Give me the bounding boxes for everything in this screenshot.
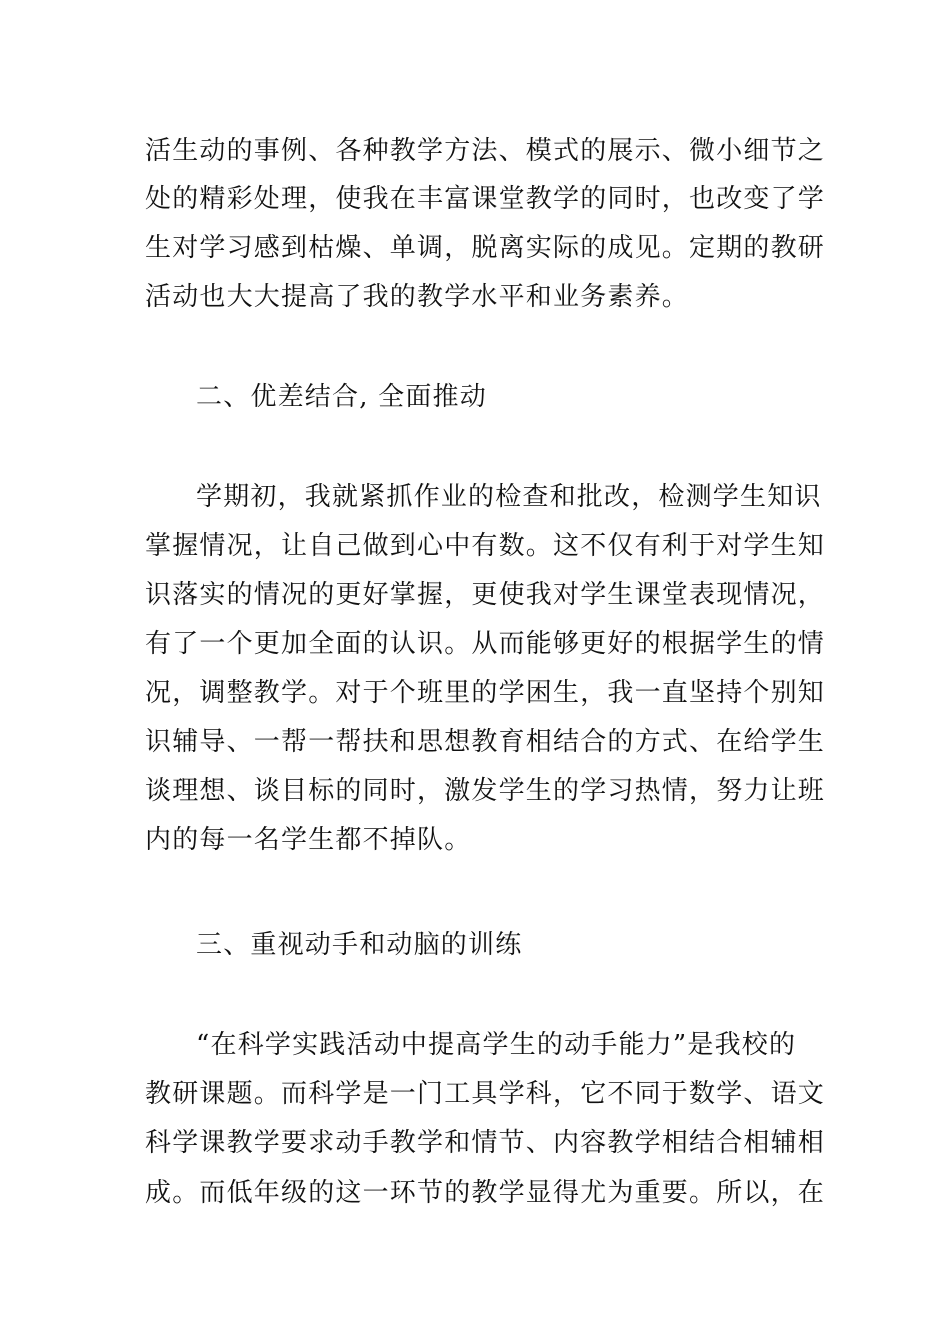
paragraph-line: “在科学实践活动中提高学生的动手能力”是我校的 xyxy=(196,1030,797,1060)
paragraph-line: 成。而低年级的这一环节的教学显得尤为重要。所以，在 xyxy=(145,1178,826,1208)
paragraph-line: 识辅导、一帮一帮扶和思想教育相结合的方式、在给学生 xyxy=(145,727,826,757)
section-heading-2: 二、优差结合, 全面推动 xyxy=(196,382,487,412)
paragraph-line: 科学课教学要求动手教学和情节、内容教学相结合相辅相 xyxy=(145,1128,826,1158)
paragraph-line: 内的每一名学生都不掉队。 xyxy=(145,825,472,855)
paragraph-line: 有了一个更加全面的认识。从而能够更好的根据学生的情 xyxy=(145,629,826,659)
paragraph-line: 处的精彩处理，使我在丰富课堂教学的同时，也改变了学 xyxy=(145,184,826,214)
section-heading-3: 三、重视动手和动脑的训练 xyxy=(196,930,523,960)
paragraph-line: 生对学习感到枯燥、单调，脱离实际的成见。定期的教研 xyxy=(145,233,826,263)
paragraph-line: 谈理想、谈目标的同时，激发学生的学习热情，努力让班 xyxy=(145,776,826,806)
paragraph-line: 识落实的情况的更好掌握，更使我对学生课堂表现情况， xyxy=(145,580,826,610)
paragraph-line: 活动也大大提高了我的教学水平和业务素养。 xyxy=(145,282,690,312)
paragraph-line: 学期初，我就紧抓作业的检查和批改，检测学生知识 xyxy=(196,482,822,512)
paragraph-line: 活生动的事例、各种教学方法、模式的展示、微小细节之 xyxy=(145,136,826,166)
paragraph-line: 掌握情况，让自己做到心中有数。这不仅有利于对学生知 xyxy=(145,531,826,561)
paragraph-line: 教研课题。而科学是一门工具学科，它不同于数学、语文 xyxy=(145,1079,826,1109)
paragraph-line: 况，调整教学。对于个班里的学困生，我一直坚持个别知 xyxy=(145,678,826,708)
